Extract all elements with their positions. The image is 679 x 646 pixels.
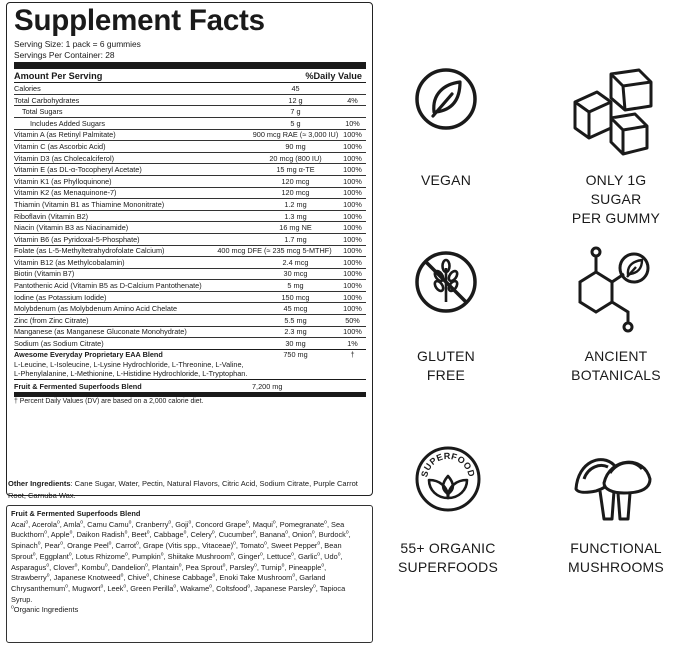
- nutrient-name: Manganese (as Manganese Gluconate Monohydrate): [14, 327, 187, 337]
- superfood-ingredient: Pumpkin: [131, 551, 161, 561]
- nutrient-row: [14, 106, 366, 118]
- organic-marker: o: [209, 583, 212, 590]
- organic-marker: o: [230, 551, 234, 558]
- nutrient-row: [14, 257, 366, 269]
- nutrient-name: Total Carbohydrates: [14, 95, 80, 105]
- superfood-ingredient: Leek: [107, 583, 124, 593]
- nutrient-amount: 5 g: [290, 118, 301, 128]
- superfood-ingredient: Dandelion: [111, 562, 146, 572]
- organic-note-text: Organic Ingredients: [13, 605, 79, 615]
- serving-size: Serving Size: 1 pack = 6 gummies: [14, 39, 141, 49]
- nutrient-dv: 100%: [343, 327, 362, 337]
- superfood-ingredient: Grape (Vitis spp., Vitaceae): [142, 541, 234, 551]
- feature-sugar-line1: ONLY 1G SUGAR: [585, 172, 647, 207]
- nutrient-row: [14, 338, 366, 349]
- nutrient-amount: 90 mg: [285, 141, 306, 151]
- superfood-ingredient: Cucumber: [218, 530, 253, 540]
- superfood-ingredient: Enoki Take Mushroom: [219, 573, 293, 583]
- superfood-ingredient: Lotus Rhizome: [75, 551, 126, 561]
- eaa-blend-row: [14, 350, 366, 360]
- superfood-ingredient: Pea Sprout: [185, 562, 223, 572]
- nutrient-row: [14, 222, 366, 234]
- superfood-ingredient: Orange Peel: [67, 541, 109, 551]
- organic-marker: o: [337, 551, 341, 558]
- nutrient-dv: 4%: [347, 95, 358, 105]
- nutrient-row: [14, 280, 366, 292]
- nutrient-name: Thiamin (Vitamin B1 as Thiamine Mononitrate): [14, 199, 165, 209]
- nutrient-name: Biotin (Vitamin B7): [14, 269, 75, 279]
- eaa-blend-name: Awesome Everyday Proprietary EAA Blend: [14, 350, 163, 360]
- organic-marker: o: [321, 562, 325, 569]
- feature-organic-line2: SUPERFOODS: [397, 559, 498, 575]
- nutrient-amount: 5.5 mg: [284, 315, 307, 325]
- organic-marker: o: [264, 540, 267, 547]
- superfood-ingredient: Acai: [11, 519, 26, 529]
- thick-divider: [14, 62, 366, 69]
- organic-marker: o: [104, 562, 108, 569]
- nutrient-amount: 20 mcg (800 IU): [269, 153, 322, 163]
- feature-sugar: [560, 171, 672, 228]
- organic-marker: o: [183, 529, 187, 536]
- feature-ancient-line1: ANCIENT: [584, 348, 648, 364]
- nutrient-name: Includes Added Sugars: [30, 118, 106, 128]
- nutrient-row: [14, 315, 366, 327]
- other-ingredients-text: : Cane Sugar, Water, Pectin, Natural Flavors, Citric Acid, Sodium Citrate, Purple Carrot Root, Carnuba Wax.: [8, 479, 358, 500]
- nutrient-row: [14, 95, 366, 107]
- panel-title: Supplement Facts: [14, 4, 265, 37]
- nutrient-name: Zinc (from Zinc Citrate): [14, 315, 89, 325]
- eaa-ingredients-line: L-Leucine, L-Isoleucine, L-Lysine Hydrochloride, L-Threonine, L-Valine,: [14, 359, 244, 369]
- nutrient-dv: 100%: [343, 281, 362, 291]
- feature-gluten-line1: GLUTEN: [417, 348, 475, 364]
- nutrient-dv: 100%: [343, 153, 362, 163]
- organic-marker: o: [285, 529, 289, 536]
- organic-marker: o: [292, 572, 296, 579]
- nutrient-name: Vitamin A (as Retinyl Palmitate): [14, 130, 116, 140]
- nutrient-name: Vitamin C (as Ascorbic Acid): [14, 141, 106, 151]
- nutrient-amount: 5 mg: [287, 281, 304, 291]
- nutrient-amount: 2.4 mcg: [282, 257, 309, 267]
- organic-marker: o: [317, 540, 321, 547]
- organic-marker: o: [173, 583, 177, 590]
- organic-marker: o: [46, 562, 50, 569]
- eaa-ingredients-line: L-Phenylalanine, L-Methionine, L-Histidine Hydrochloride, L-Tryptophan.: [14, 369, 248, 379]
- nutrient-name: Vitamin K2 (as Menaquinone-7): [14, 188, 117, 198]
- feature-func-line2: MUSHROOMS: [568, 559, 664, 575]
- nutrient-name: Vitamin D3 (as Cholecalciferol): [14, 153, 115, 163]
- organic-marker: o: [32, 551, 36, 558]
- organic-marker: o: [145, 562, 148, 569]
- servings-per-container: Servings Per Container: 28: [14, 49, 115, 60]
- eaa-blend-ingredients: [14, 360, 366, 380]
- organic-marker: o: [44, 529, 48, 536]
- superfood-ingredient: Clover: [53, 562, 75, 572]
- nutrient-amount: 120 mcg: [281, 188, 310, 198]
- nutrient-dv: 100%: [343, 165, 362, 175]
- superfood-ingredient: Chinese Cabbage: [153, 573, 213, 583]
- nutrient-amount: 45: [291, 83, 300, 93]
- feature-gluten-free: [400, 347, 492, 385]
- organic-marker: o: [60, 540, 64, 547]
- superfood-ingredient: Strawberry: [11, 573, 47, 583]
- organic-marker: o: [146, 529, 150, 536]
- dv-footnote: † Percent Daily Values (DV) are based on a 2,000 calorie diet.: [14, 392, 366, 405]
- nutrient-row: [14, 246, 366, 258]
- superfood-ingredient: Goji: [175, 519, 189, 529]
- organic-marker: o: [312, 583, 316, 590]
- organic-marker: o: [74, 562, 78, 569]
- ff-blend-row: [14, 379, 366, 392]
- organic-marker: o: [136, 540, 139, 547]
- organic-marker: o: [100, 583, 104, 590]
- organic-marker: o: [222, 562, 226, 569]
- nutrient-amount: 15 mg α-TE: [276, 165, 315, 175]
- superfood-ingredient: Wakame: [180, 583, 210, 593]
- superfood-ingredient: Japanese Knotweed: [53, 573, 121, 583]
- organic-marker: o: [69, 529, 73, 536]
- nutrient-name: Molybdenum (as Molybdenum Amino Acid Chelate: [14, 304, 178, 314]
- nutrient-name: Sodium (as Sodium Citrate): [14, 339, 104, 349]
- organic-marker: o: [68, 551, 72, 558]
- superfood-ingredient: Japanese Parsley: [254, 583, 313, 593]
- superfood-ingredient: Celery: [190, 530, 212, 540]
- nutrient-row: [14, 153, 366, 165]
- nutrient-row: [14, 176, 366, 188]
- ff-blend-name: Fruit & Fermented Superfoods Blend: [14, 381, 142, 391]
- feature-organic-line1: 55+ ORGANIC: [400, 540, 496, 556]
- superfood-badge-icon: [415, 446, 481, 512]
- superfood-ingredient: Banana: [259, 530, 286, 540]
- organic-marker: o: [245, 519, 249, 526]
- nutrient-dv: 100%: [343, 141, 362, 151]
- nutrient-amount: 400 mcg DFE (≈ 235 mcg 5-MTHF): [217, 246, 332, 256]
- nutrient-row: [14, 199, 366, 211]
- organic-marker: o: [56, 519, 60, 526]
- feature-organic-superfoods: [396, 539, 500, 577]
- superfood-ingredient: Pomegranate: [279, 519, 325, 529]
- gluten-free-icon: [414, 250, 478, 314]
- nutrient-amount: 150 mcg: [281, 292, 310, 302]
- nutrient-row: [14, 83, 366, 95]
- other-ingredients-label: Other Ingredients: [8, 479, 71, 488]
- organic-note: [11, 605, 368, 616]
- nutrient-amount: 1.3 mg: [284, 211, 307, 221]
- superfood-ingredient: Garlic: [297, 551, 318, 561]
- nutrient-row: [14, 327, 366, 339]
- superfood-ingredient: Apple: [50, 530, 70, 540]
- nutrient-dv: 100%: [343, 257, 362, 267]
- superfoods-blend-title: Fruit & Fermented Superfoods Blend: [11, 509, 141, 518]
- superfood-ingredient: Pineapple: [288, 562, 322, 572]
- superfoods-blend-box: [6, 505, 373, 643]
- superfood-ingredient: Pear: [44, 541, 61, 551]
- superfood-ingredient: Spinach: [11, 541, 38, 551]
- nutrient-row: [14, 303, 366, 315]
- superfood-ingredient: Concord Grape: [195, 519, 246, 529]
- superfood-ingredient: Tomato: [239, 541, 265, 551]
- organic-marker: o: [25, 519, 29, 526]
- nutrient-amount: 900 mcg RAE (≈ 3,000 IU): [252, 130, 339, 140]
- feature-ancient-line2: BOTANICALS: [571, 367, 661, 383]
- organic-marker: o: [247, 583, 251, 590]
- nutrient-dv: 100%: [343, 211, 362, 221]
- feature-ancient-botanicals: [560, 347, 672, 385]
- organic-marker: o: [281, 562, 285, 569]
- superfood-ingredient: Burdock: [318, 530, 346, 540]
- nutrient-dv: 100%: [343, 304, 362, 314]
- feature-sugar-line2: PER GUMMY: [571, 210, 661, 226]
- supplement-facts-panel: [6, 2, 373, 496]
- superfood-ingredient: Bean Sprout: [11, 541, 342, 561]
- nutrient-dv: 100%: [343, 130, 362, 140]
- superfood-ingredient: Cranberry: [135, 519, 169, 529]
- nutrient-name: Riboflavin (Vitamin B2): [14, 211, 89, 221]
- feature-vegan: VEGAN: [420, 172, 471, 188]
- nutrient-name: Total Sugars: [22, 107, 63, 117]
- nutrient-row: [14, 118, 366, 130]
- nutrient-dv: 1%: [347, 339, 358, 349]
- superfood-ingredient: Garland Chrysanthemum: [11, 573, 326, 593]
- superfood-ingredient: Eggplant: [39, 551, 69, 561]
- nutrient-dv: 100%: [343, 199, 362, 209]
- nutrient-name: Calories: [14, 83, 41, 93]
- daily-value-label: %Daily Value: [305, 70, 362, 81]
- superfood-ingredient: Tapioca Syrup.: [11, 583, 346, 604]
- superfood-ingredient: Chive: [127, 573, 147, 583]
- superfood-ingredient: Kombu: [81, 562, 105, 572]
- nutrient-dv: 50%: [345, 315, 360, 325]
- organic-marker: o: [178, 562, 182, 569]
- organic-marker: o: [46, 572, 50, 579]
- superfood-ingredient: Ginger: [237, 551, 260, 561]
- organic-marker: o: [211, 529, 215, 536]
- mushrooms-icon: [570, 443, 656, 525]
- sugar-cubes-icon: [567, 66, 663, 160]
- organic-marker: o: [259, 551, 263, 558]
- nutrient-amount: 45 mcg: [283, 304, 308, 314]
- superfood-ingredient: Asparagus: [11, 562, 47, 572]
- nutrient-name: Vitamin B12 (as Methylcobalamin): [14, 257, 125, 267]
- ancient-botanicals-molecule-icon: [572, 244, 654, 334]
- organic-marker: o: [108, 540, 112, 547]
- nutrient-amount: 120 mcg: [281, 176, 310, 186]
- superfood-ingredient: Udo: [324, 551, 338, 561]
- nutrient-dv: 100%: [343, 188, 362, 198]
- superfood-ingredient: Beet: [131, 530, 147, 540]
- organic-marker: o: [125, 551, 128, 558]
- superfood-ingredient: Parsley: [229, 562, 255, 572]
- nutrient-amount: 30 mcg: [283, 269, 308, 279]
- nutrient-rows: [14, 83, 366, 349]
- superfood-ingredient: Sea Buckthorn: [11, 519, 345, 540]
- organic-marker: o: [65, 583, 68, 590]
- nutrient-row: [14, 234, 366, 246]
- superfood-ingredient: Sweet Pepper: [270, 541, 318, 551]
- superfood-ingredient: Green Perilla: [130, 583, 174, 593]
- superfood-ingredient: Onion: [292, 530, 312, 540]
- nutrient-row: [14, 211, 366, 223]
- nutrient-name: Folate (as L-5-Methyltetrahydrofolate Calcium): [14, 246, 165, 256]
- organic-marker: o: [168, 519, 172, 526]
- nutrient-name: Vitamin B6 (as Pyridoxal-5-Phosphate): [14, 234, 140, 244]
- organic-marker: o: [124, 529, 128, 536]
- nutrient-dv: 100%: [343, 246, 362, 256]
- organic-marker: o: [252, 529, 256, 536]
- organic-marker: o: [212, 572, 216, 579]
- organic-marker: o: [11, 604, 14, 611]
- organic-marker: o: [37, 540, 41, 547]
- nutrient-dv: 10%: [345, 118, 360, 128]
- superfood-ingredient: Amla: [63, 519, 81, 529]
- nutrient-dv: 100%: [343, 223, 362, 233]
- nutrient-amount: 16 mg NE: [279, 223, 312, 233]
- organic-marker: o: [188, 519, 192, 526]
- superfood-ingredient: Cabbage: [153, 530, 184, 540]
- eaa-blend-amount: 750 mg: [283, 350, 308, 360]
- superfood-ingredient: Turnip: [260, 562, 282, 572]
- organic-marker: o: [345, 529, 349, 536]
- superfood-ingredient: Maqui: [252, 519, 273, 529]
- feature-gluten-line2: FREE: [426, 367, 466, 383]
- nutrient-name: Vitamin K1 (as Phylloquinone): [14, 176, 112, 186]
- organic-marker: o: [233, 540, 236, 547]
- superfood-badge-text: SUPERFOOD: [419, 450, 477, 479]
- nutrient-row: [14, 269, 366, 281]
- nutrient-amount: 7 g: [290, 107, 301, 117]
- organic-marker: o: [254, 562, 257, 569]
- vegan-leaf-icon: [414, 66, 478, 160]
- nutrient-amount: 30 mg: [285, 339, 306, 349]
- nutrient-amount: 12 g: [288, 95, 303, 105]
- organic-marker: o: [291, 551, 294, 558]
- organic-marker: o: [146, 572, 150, 579]
- organic-marker: o: [128, 519, 132, 526]
- organic-marker: o: [272, 519, 276, 526]
- superfood-ingredient: Daikon Radish: [76, 530, 125, 540]
- feature-func-line1: FUNCTIONAL: [570, 540, 662, 556]
- nutrient-name: Vitamin E (as DL-α-Tocopheryl Acetate): [14, 165, 142, 175]
- amount-header-row: [14, 69, 366, 83]
- other-ingredients: [8, 478, 368, 501]
- superfood-ingredient: Coltsfood: [216, 583, 248, 593]
- organic-marker: o: [120, 572, 124, 579]
- nutrient-dv: 100%: [343, 176, 362, 186]
- nutrient-dv: 100%: [343, 234, 362, 244]
- nutrient-row: [14, 141, 366, 153]
- superfood-ingredient: Camu Camu: [87, 519, 129, 529]
- eaa-blend-dv: †: [350, 350, 355, 360]
- nutrient-row: [14, 188, 366, 200]
- nutrient-row: [14, 130, 366, 142]
- nutrient-name: Iodine (as Potassium Iodide): [14, 292, 107, 302]
- organic-marker: o: [311, 529, 315, 536]
- ff-blend-amount: 7,200 mg: [252, 381, 283, 391]
- nutrient-row: [14, 164, 366, 176]
- nutrient-amount: 1.2 mg: [284, 199, 307, 209]
- nutrient-amount: 1.7 mg: [284, 234, 307, 244]
- amount-per-serving-label: Amount Per Serving: [14, 70, 103, 81]
- superfood-ingredient: Carrot: [115, 541, 137, 551]
- nutrient-dv: 100%: [343, 269, 362, 279]
- organic-marker: o: [160, 551, 164, 558]
- nutrient-amount: 2.3 mg: [284, 327, 307, 337]
- feature-functional-mushrooms: [560, 539, 672, 577]
- superfood-ingredient: Acerola: [31, 519, 57, 529]
- nutrient-name: Niacin (Vitamin B3 as Niacinamide): [14, 223, 129, 233]
- superfood-ingredient: Mugwort: [72, 583, 101, 593]
- organic-marker: o: [317, 551, 321, 558]
- nutrient-row: [14, 292, 366, 304]
- nutrient-dv: 100%: [343, 292, 362, 302]
- organic-marker: o: [123, 583, 127, 590]
- superfood-ingredient: Shiitake Mushroom: [167, 551, 231, 561]
- superfood-ingredient: Plantain: [151, 562, 179, 572]
- nutrient-name: Pantothenic Acid (Vitamin B5 as D-Calcium Pantothenate): [14, 281, 202, 291]
- organic-marker: o: [324, 519, 327, 526]
- superfoods-ingredient-list: Acai$^o$, Acerola$^o$, Amla$^o$, Camu Camu$^o$, Cranberry$^o$, Goji$^o$, Concord Grape$^o$, Maqui$^o$, Pomegranate$^o$, Sea Buckthorn$^o$, Apple$^o$, Daikon Radish$^o$, Beet$^o$, Cabbage$^o$, Celery$^o$, Cucumber$^o$, Banana$^o$, Onion$^o$, Burdock$^o$, Spinach$^o$, Pear$^o$, Orange Peel$^o$, Carrot$^o$, Grape (Vitis spp., Vitaceae)$^o$, Tomato$^o$, Sweet Pepper$^o$, Bean Sprout$^o$, Eggplant$^o$, Lotus Rhizome$^o$, Pumpkin$^o$, Shiitake Mushroom$^o$, Ginger$^o$, Lettuce$^o$, Garlic$^o$, Udo$^o$, Asparagus$^o$, Clover$^o$, Kombu$^o$, Dandelion$^o$, Plantain$^o$, Pea Sprout$^o$, Parsley$^o$, Turnip$^o$, Pineapple$^o$, Strawberry$^o$, Japanese Knotweed$^o$, Chive$^o$, Chinese Cabbage$^o$, Enoki Take Mushroom$^o$, Garland Chrysanthemum$^o$, Mugwort$^o$, Leek$^o$, Green Perilla$^o$, Wakame$^o$, Coltsfood$^o$, Japanese Parsley$^o$, Tapioca Syrup.: [11, 519, 351, 604]
- organic-marker: o: [80, 519, 84, 526]
- superfood-ingredient: Lettuce: [266, 551, 292, 561]
